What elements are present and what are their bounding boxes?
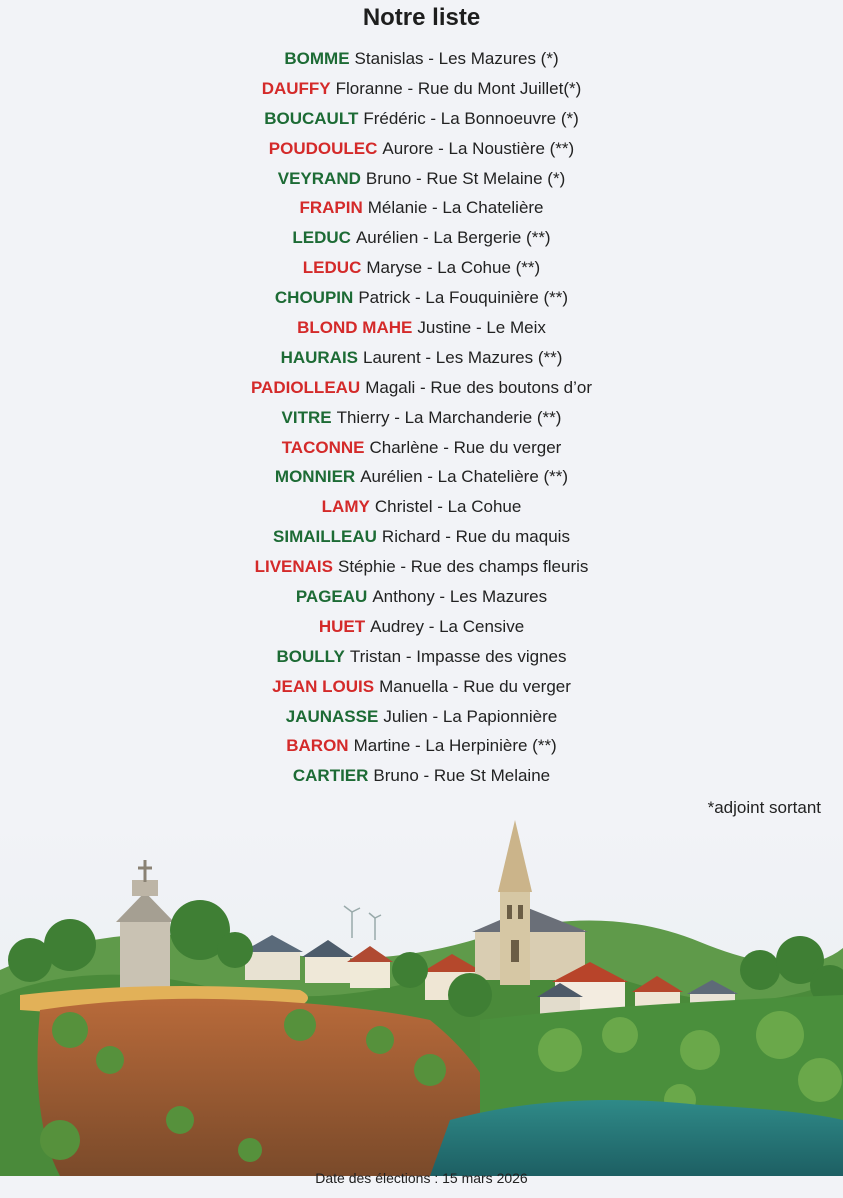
- candidate-surname: CHOUPIN: [274, 288, 354, 308]
- candidate-surname: MONNIER: [274, 467, 356, 487]
- candidate-item: [0, 462, 843, 492]
- candidate-item: [0, 552, 843, 582]
- legend-adjoint: *adjoint sortant: [707, 798, 821, 817]
- candidate-surname: JEAN LOUIS: [272, 676, 375, 696]
- candidate-surname: TACONNE: [281, 437, 365, 457]
- candidate-item: [0, 612, 843, 642]
- candidate-list: [0, 44, 843, 791]
- candidate-details: Anthony - Les Mazures: [372, 587, 548, 607]
- candidate-surname: BARON: [286, 736, 349, 756]
- candidate-item: [0, 313, 843, 343]
- candidate-surname: VITRE: [281, 407, 332, 427]
- candidate-details: Martine - La Herpinière (**): [353, 736, 557, 756]
- candidate-details: Magali - Rue des boutons d’or: [365, 377, 593, 397]
- candidate-item: [0, 373, 843, 403]
- candidate-item: [0, 283, 843, 313]
- candidate-details: Stanislas - Les Mazures (*): [354, 49, 559, 68]
- candidate-details: Frédéric - La Bonnoeuvre (*): [363, 108, 579, 128]
- candidate-surname: BOULLY: [276, 646, 345, 666]
- candidate-details: Christel - La Cohue: [374, 497, 522, 517]
- candidate-item: [0, 761, 843, 791]
- candidate-details: Tristan - Impasse des vignes: [349, 646, 567, 666]
- candidate-item: [0, 672, 843, 702]
- candidate-surname: DAUFFY: [261, 78, 331, 98]
- candidate-surname: LEDUC: [292, 228, 351, 248]
- candidate-surname: VEYRAND: [277, 168, 361, 188]
- candidate-item: [0, 433, 843, 463]
- candidate-details: Maryse - La Cohue (**): [366, 258, 541, 278]
- candidate-item: [0, 253, 843, 283]
- candidate-surname: PADIOLLEAU: [250, 377, 361, 397]
- election-date: Date des élections : 15 mars 2026: [315, 1170, 528, 1186]
- candidate-item: [0, 134, 843, 164]
- candidate-details: Thierry - La Marchanderie (**): [336, 407, 562, 427]
- candidate-surname: CARTIER: [292, 766, 369, 786]
- candidate-details: Aurélien - La Bergerie (**): [355, 228, 551, 248]
- candidate-details: Audrey - La Censive: [370, 616, 525, 636]
- candidate-item: [0, 223, 843, 253]
- candidate-item: [0, 731, 843, 761]
- candidate-item: [0, 522, 843, 552]
- candidate-item: [0, 403, 843, 433]
- candidate-item: [0, 74, 843, 104]
- candidate-details: Bruno - Rue St Melaine (*): [365, 168, 566, 188]
- candidate-surname: LAMY: [321, 497, 370, 517]
- candidate-surname: JAUNASSE: [285, 706, 379, 726]
- candidate-item: [0, 702, 843, 732]
- candidate-item: [0, 104, 843, 134]
- candidate-item: [0, 193, 843, 223]
- candidate-details: Aurore - La Noustière (**): [382, 138, 575, 158]
- candidate-item: [0, 164, 843, 194]
- candidate-surname: PAGEAU: [295, 587, 368, 607]
- candidate-surname: FRAPIN: [299, 198, 363, 218]
- candidate-details: Bruno - Rue St Melaine: [373, 766, 551, 786]
- candidate-details: Julien - La Papionnière: [383, 706, 558, 726]
- candidate-item: [0, 642, 843, 672]
- candidate-item: [0, 582, 843, 612]
- candidate-surname: LEDUC: [302, 258, 362, 278]
- candidate-surname: HUET: [318, 616, 366, 636]
- candidate-surname: BOMME: [284, 49, 350, 68]
- candidate-details: Stéphie - Rue des champs fleuris: [338, 557, 589, 577]
- candidate-details: Charlène - Rue du verger: [369, 437, 562, 457]
- candidate-surname: HAURAIS: [280, 347, 359, 367]
- candidate-surname: LIVENAIS: [254, 557, 333, 577]
- candidate-details: Patrick - La Fouquinière (**): [358, 288, 569, 308]
- candidate-details: Manuella - Rue du verger: [379, 676, 571, 696]
- page-title: Notre liste: [362, 4, 481, 31]
- candidate-surname: SIMAILLEAU: [273, 527, 377, 547]
- candidate-item: [0, 492, 843, 522]
- candidate-details: Richard - Rue du maquis: [381, 527, 570, 547]
- candidate-details: Justine - Le Meix: [417, 318, 546, 338]
- candidate-details: Floranne - Rue du Mont Juillet(*): [335, 78, 582, 98]
- candidate-details: Aurélien - La Chatelière (**): [360, 467, 569, 487]
- candidate-item: [0, 44, 843, 74]
- candidate-details: Mélanie - La Chatelière: [367, 198, 544, 218]
- landscape-illustration: [0, 820, 843, 1176]
- candidate-surname: BOUCAULT: [264, 108, 359, 128]
- candidate-surname: BLOND MAHE: [297, 318, 413, 338]
- candidate-details: Laurent - Les Mazures (**): [363, 347, 563, 367]
- candidate-surname: POUDOULEC: [268, 138, 378, 158]
- candidate-item: [0, 343, 843, 373]
